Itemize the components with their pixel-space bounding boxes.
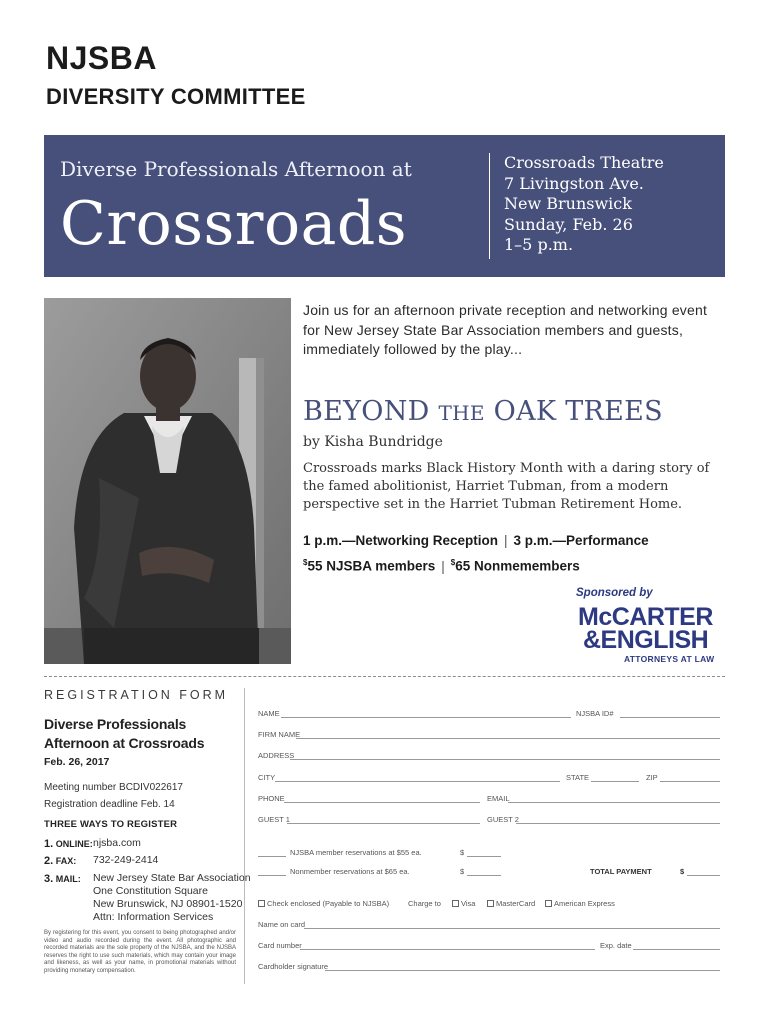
member-qty-field[interactable] — [258, 856, 286, 857]
guest2-field[interactable] — [516, 823, 720, 824]
nonmember-price: 65 Nonmemembers — [455, 558, 580, 574]
way-online-value[interactable]: njsba.com — [93, 837, 141, 849]
total-label: TOTAL PAYMENT — [590, 867, 652, 876]
registration-heading: REGISTRATION FORM — [44, 688, 229, 702]
name-on-card-field[interactable] — [304, 928, 720, 929]
banner-title: Crossroads — [60, 189, 408, 259]
city-field[interactable] — [275, 781, 560, 782]
way-mail-value: New Jersey State Bar Association One Constitution Square New Brunswick, NJ 08901-1520 Attn: Information Services — [93, 872, 251, 923]
state-field[interactable] — [591, 781, 639, 782]
name-on-card-label: Name on card — [258, 920, 306, 929]
play-title-the: THE — [438, 401, 485, 425]
check-option[interactable]: Check enclosed (Payable to NJSBA) — [258, 899, 389, 908]
member-price: 55 NJSBA members — [307, 558, 436, 574]
banner-divider — [489, 153, 490, 259]
banner-subtitle: Diverse Professionals Afternoon at — [60, 157, 412, 181]
mastercard-checkbox[interactable] — [487, 900, 494, 907]
play-title — [303, 396, 663, 427]
sponsored-by-label: Sponsored by — [576, 587, 653, 599]
guest1-field[interactable] — [287, 823, 480, 824]
currency-symbol: $ — [450, 558, 456, 567]
member-res-label: NJSBA member reservations at $55 ea. — [290, 848, 422, 857]
firm-label: FIRM NAME — [258, 730, 301, 739]
njsba-id-field[interactable] — [620, 717, 720, 718]
event-banner — [44, 135, 725, 277]
exp-date-label: Exp. date — [600, 941, 632, 950]
total-dollar: $ — [680, 867, 685, 876]
play-title-a: BEYOND — [303, 396, 439, 427]
committee-name: DIVERSITY COMMITTEE — [46, 84, 306, 109]
cut-line — [44, 676, 725, 677]
member-amount-field[interactable] — [467, 856, 501, 857]
org-name: NJSBA — [46, 40, 157, 76]
way-online-label: 1. ONLINE: — [44, 838, 93, 850]
zip-field[interactable] — [660, 781, 720, 782]
venue-time: 1–5 p.m. — [504, 235, 574, 254]
way-mail-label: 3. MAIL: — [44, 873, 81, 885]
sponsor-logo-line3: ATTORNEYS AT LAW — [624, 654, 715, 664]
portrait-photo — [44, 298, 291, 664]
address-label: ADDRESS — [258, 751, 295, 760]
venue-street: 7 Livingston Ave. — [504, 173, 644, 193]
way-fax-value: 732-249-2414 — [93, 854, 159, 866]
njsba-id-label: NJSBA ID# — [576, 709, 614, 718]
play-byline: by Kisha Bundridge — [303, 434, 443, 450]
total-field[interactable] — [687, 875, 720, 876]
performance-time: 3 p.m.—Performance — [513, 533, 649, 548]
amex-checkbox[interactable] — [545, 900, 552, 907]
form-divider — [244, 688, 245, 984]
email-field[interactable] — [508, 802, 720, 803]
venue-city: New Brunswick — [504, 194, 632, 213]
zip-label: ZIP — [646, 773, 658, 782]
address-field[interactable] — [290, 759, 720, 760]
venue-info — [504, 153, 664, 256]
check-checkbox[interactable] — [258, 900, 265, 907]
reg-event-date: Feb. 26, 2017 — [44, 756, 110, 768]
visa-checkbox[interactable] — [452, 900, 459, 907]
charge-label: Charge to — [408, 899, 441, 908]
state-label: STATE — [566, 773, 590, 782]
member-dollar: $ — [460, 848, 465, 857]
card-number-field[interactable] — [300, 949, 595, 950]
phone-field[interactable] — [284, 802, 480, 803]
schedule-separator: | — [504, 533, 508, 548]
reg-event-title-2: Afternoon at Crossroads — [44, 735, 205, 751]
name-label: NAME — [258, 709, 280, 718]
registration-deadline: Registration deadline Feb. 14 — [44, 799, 175, 810]
schedule — [303, 533, 649, 548]
nonmember-amount-field[interactable] — [467, 875, 501, 876]
portrait-image — [44, 298, 291, 664]
venue-name: Crossroads Theatre — [504, 153, 664, 172]
sponsor-logo-line2: &ENGLISH — [583, 626, 709, 654]
nonmember-res-label: Nonmember reservations at $65 ea. — [290, 867, 410, 876]
mastercard-option[interactable]: MasterCard — [487, 899, 535, 908]
meeting-number: Meeting number BCDIV022617 — [44, 782, 183, 793]
intro-text: Join us for an afternoon private reception and networking event for New Jersey State Bar Association members and guests, immediately followed by the play... — [303, 302, 708, 357]
city-label: CITY — [258, 773, 276, 782]
signature-field[interactable] — [325, 970, 720, 971]
pricing — [303, 558, 580, 574]
nonmember-qty-field[interactable] — [258, 875, 286, 876]
visa-option[interactable]: Visa — [452, 899, 475, 908]
currency-symbol: $ — [303, 558, 308, 567]
nonmember-dollar: $ — [460, 867, 465, 876]
pricing-separator: | — [441, 558, 445, 574]
name-field[interactable] — [281, 717, 571, 718]
signature-label: Cardholder signature — [258, 962, 329, 971]
play-title-c: OAK TREES — [484, 396, 663, 427]
reg-event-title-1: Diverse Professionals — [44, 716, 187, 732]
exp-date-field[interactable] — [633, 949, 720, 950]
reception-time: 1 p.m.—Networking Reception — [303, 533, 499, 548]
sponsor-logo-line1: McCARTER — [578, 603, 713, 631]
firm-field[interactable] — [296, 738, 720, 739]
amex-option[interactable]: American Express — [545, 899, 615, 908]
guest1-label: GUEST 1 — [258, 815, 290, 824]
guest2-label: GUEST 2 — [487, 815, 519, 824]
photo-disclaimer: By registering for this event, you consent to being photographed and/or video and audio recorded during the event. All photographic and recorded materials are the sole property of the NJSBA, and the NJSBA reserves the right to use such materials, which may contain your image and likeness, as well as your name, in promotional materials without providing monetary compensation. — [44, 930, 236, 974]
play-description: Crossroads marks Black History Month with a daring story of the famed abolitionist, Harriet Tubman, from a modern perspective set in the Harriet Tubman Retirement Home. — [303, 461, 710, 512]
ways-heading: THREE WAYS TO REGISTER — [44, 819, 178, 830]
venue-date: Sunday, Feb. 26 — [504, 214, 633, 234]
phone-label: PHONE — [258, 794, 285, 803]
card-number-label: Card number — [258, 941, 302, 950]
email-label: EMAIL — [487, 794, 510, 803]
way-fax-label: 2. FAX: — [44, 855, 77, 867]
